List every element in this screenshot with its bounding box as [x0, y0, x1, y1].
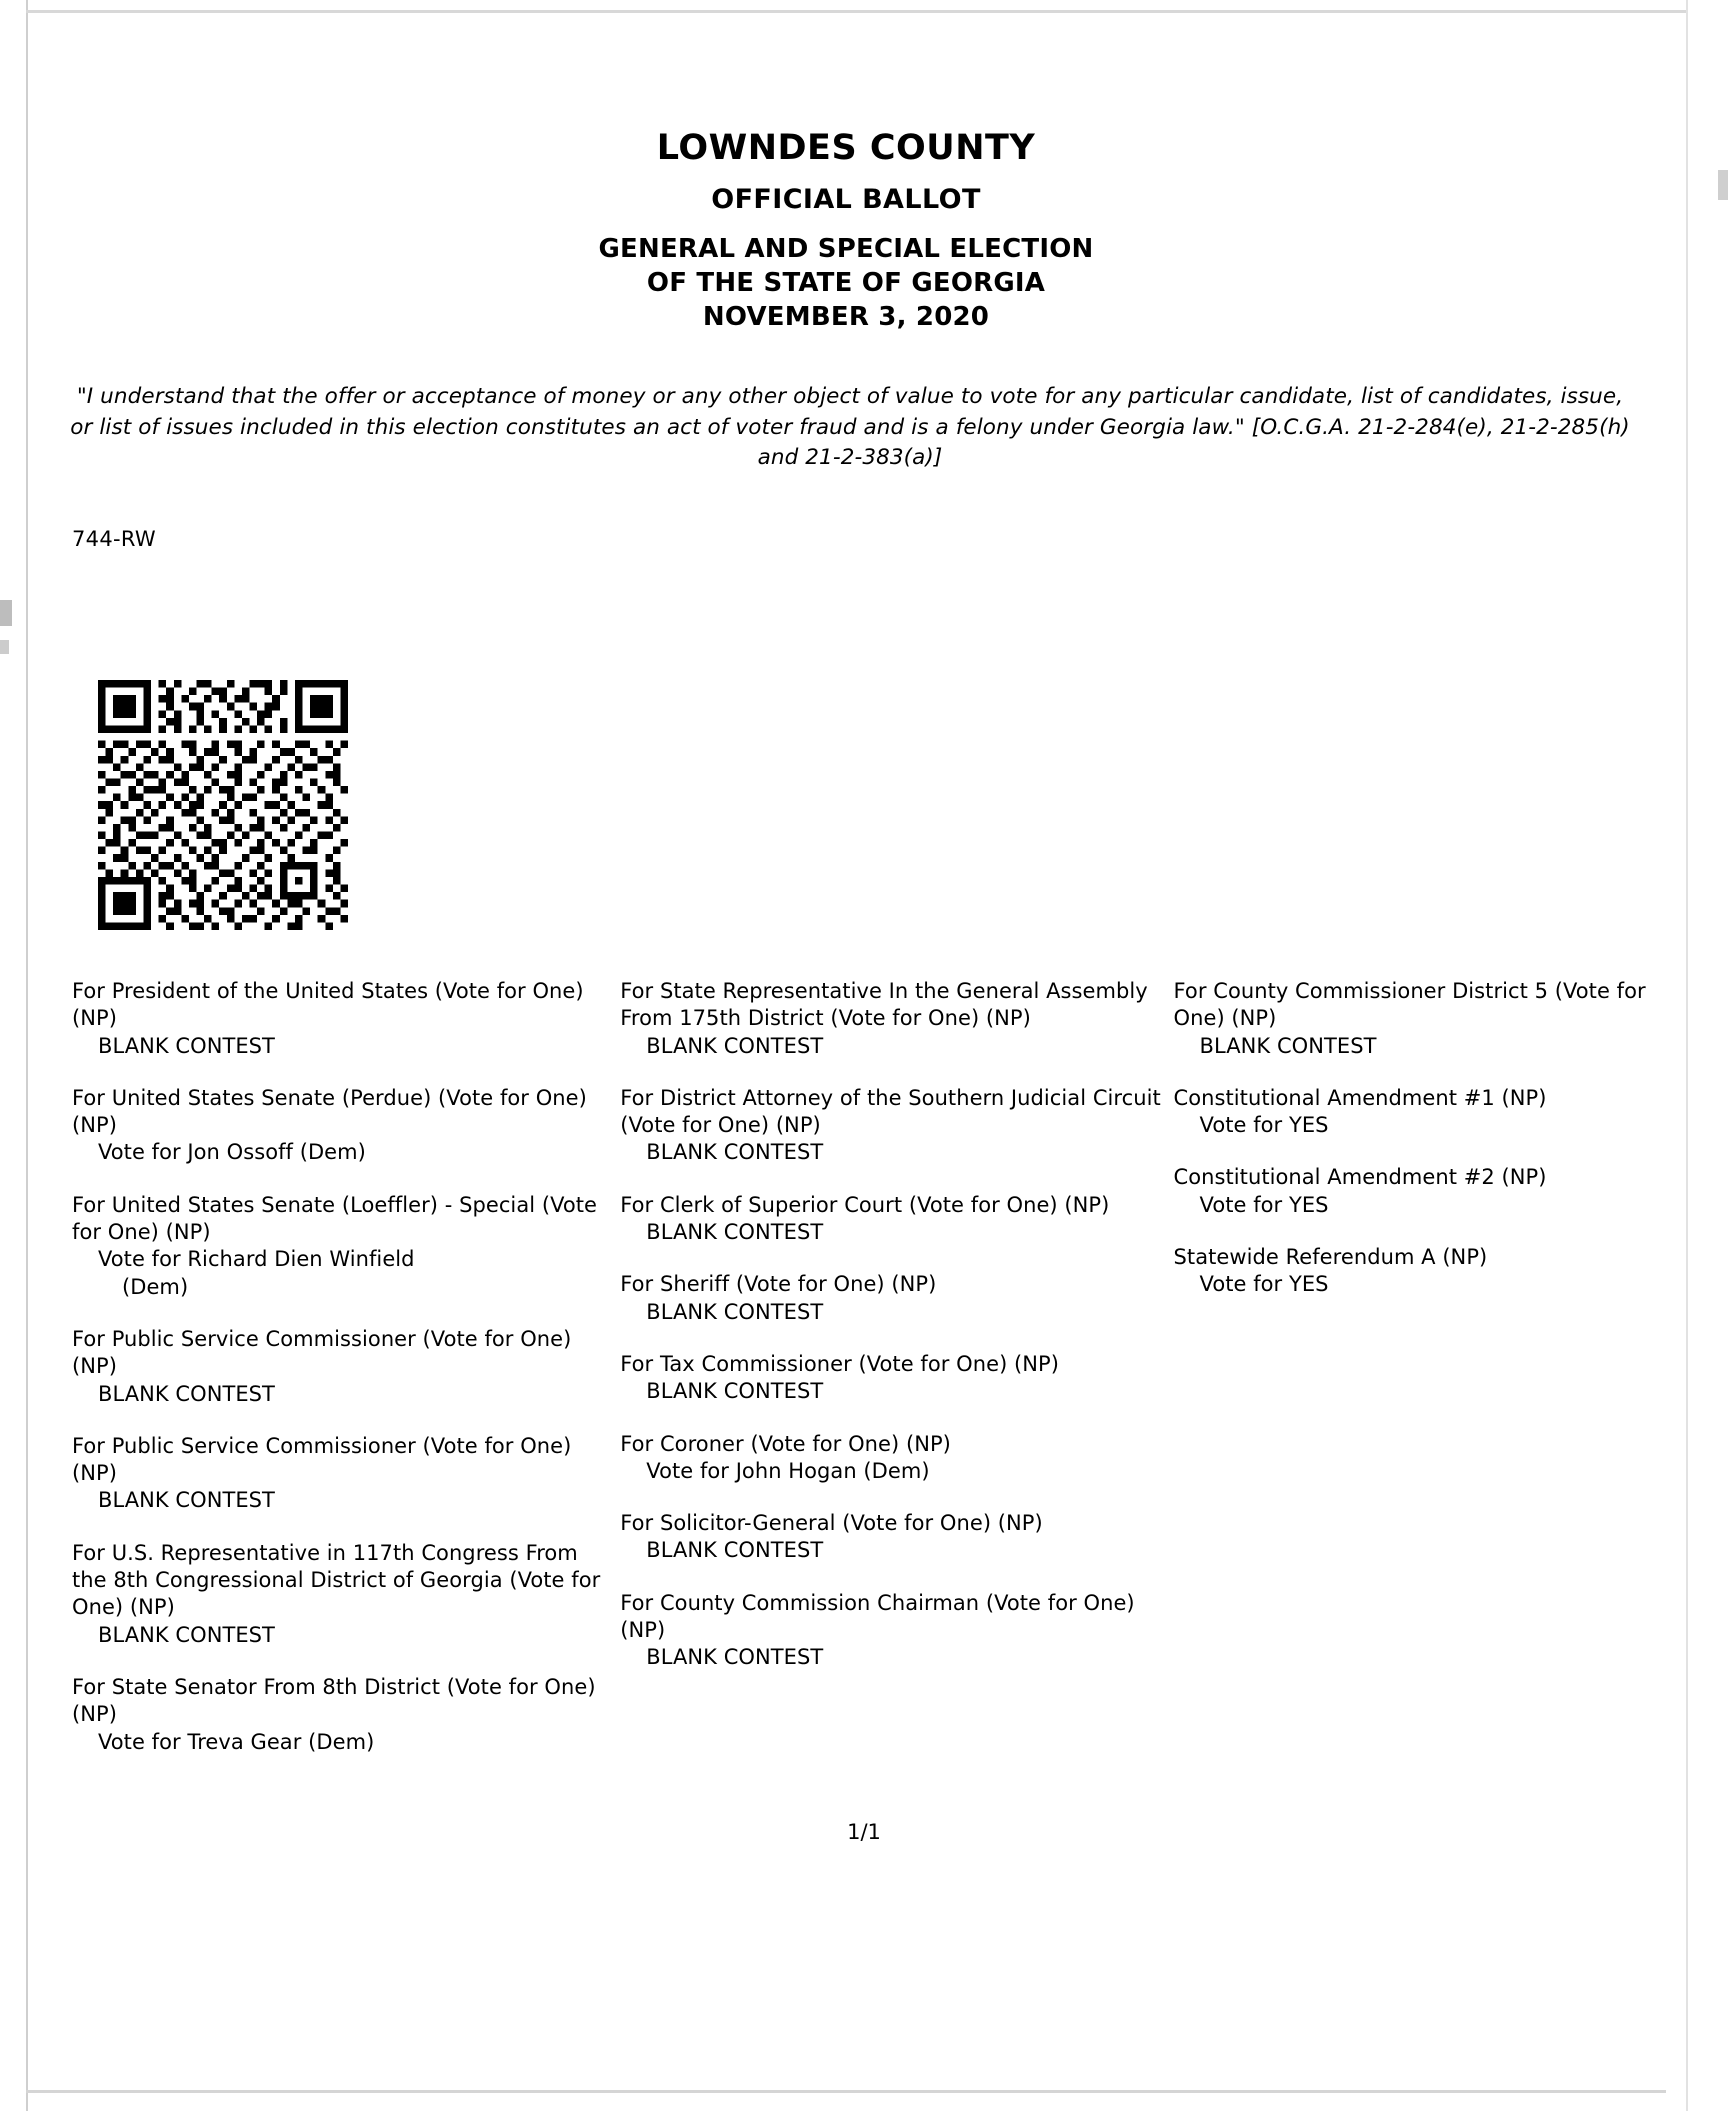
scan-artifact-right	[1718, 170, 1728, 200]
contest-title: For United States Senate (Perdue) (Vote for One) (NP)	[72, 1085, 587, 1138]
official-ballot-title: OFFICIAL BALLOT	[711, 184, 981, 215]
contest-title: For Sheriff (Vote for One) (NP)	[620, 1272, 937, 1297]
contest-title: Constitutional Amendment #1 (NP)	[1173, 1085, 1547, 1110]
contest-us-senate-loeffler-special	[72, 1192, 610, 1301]
election-title-line2: OF THE STATE OF GEORGIA	[646, 267, 1046, 298]
contest-choice: Vote for YES	[1199, 1272, 1329, 1297]
ballot-qr-code	[78, 680, 368, 930]
contest-choice: BLANK CONTEST	[646, 1645, 824, 1670]
contest-choice: Vote for Richard Dien Winfield	[98, 1247, 415, 1272]
contest-constitutional-amendment-2	[1174, 1164, 1652, 1219]
scan-artifact-left-upper	[0, 600, 12, 626]
contest-title: For County Commission Chairman (Vote for One) (NP)	[620, 1590, 1135, 1643]
contest-title: For Clerk of Superior Court (Vote for One) (NP)	[620, 1192, 1110, 1217]
contest-choice: BLANK CONTEST	[98, 1033, 275, 1058]
page-number: 1/1	[847, 1820, 881, 1844]
contest-solicitor-general	[620, 1510, 1163, 1565]
contest-choice: BLANK CONTEST	[646, 1220, 824, 1245]
contest-county-commission-chairman	[620, 1590, 1163, 1672]
contest-title: For Tax Commissioner (Vote for One) (NP)	[620, 1351, 1059, 1376]
contest-sheriff	[620, 1271, 1163, 1326]
contest-constitutional-amendment-1	[1174, 1085, 1652, 1140]
contest-choice: BLANK CONTEST	[1199, 1033, 1377, 1058]
contest-title: For State Representative In the General Assembly From 175th District (Vote for One) (NP)	[620, 979, 1148, 1031]
contest-title: For Public Service Commissioner (Vote for One) (NP)	[72, 1326, 572, 1379]
contest-choice: BLANK CONTEST	[98, 1381, 275, 1406]
contest-choice: Vote for Jon Ossoff (Dem)	[98, 1140, 366, 1165]
contest-statewide-referendum-a	[1174, 1244, 1652, 1299]
contest-choice: Vote for YES	[1199, 1113, 1329, 1138]
contest-title: Statewide Referendum A (NP)	[1173, 1245, 1488, 1270]
contest-title: For State Senator From 8th District (Vote for One) (NP)	[72, 1674, 596, 1727]
contest-public-service-commissioner-1	[72, 1326, 610, 1408]
contest-state-senator-8th-district	[72, 1674, 610, 1756]
scan-edge-right	[1686, 0, 1728, 2111]
contest-title: For Solicitor-General (Vote for One) (NP)	[620, 1511, 1043, 1536]
scan-edge-bottom	[26, 2090, 1666, 2093]
contest-choice: BLANK CONTEST	[646, 1379, 824, 1404]
contest-county-commissioner-district-5	[1174, 978, 1652, 1060]
contest-choice: BLANK CONTEST	[98, 1488, 275, 1513]
contest-choice-continued: (Dem)	[122, 1274, 189, 1299]
ballot-header	[26, 128, 1666, 334]
ballot-style-id: 744-RW	[72, 527, 156, 551]
contest-choice: BLANK CONTEST	[646, 1299, 824, 1324]
contest-title: For County Commissioner District 5 (Vote for One) (NP)	[1173, 979, 1646, 1031]
election-date: NOVEMBER 3, 2020	[702, 301, 990, 332]
contest-coroner	[620, 1431, 1163, 1486]
contest-choice: Vote for Treva Gear (Dem)	[98, 1729, 375, 1754]
contest-choice: BLANK CONTEST	[646, 1140, 824, 1165]
contest-choice: BLANK CONTEST	[646, 1033, 824, 1058]
election-title-line1: GENERAL AND SPECIAL ELECTION	[598, 234, 1094, 264]
contest-us-senate-perdue	[72, 1085, 610, 1167]
contest-public-service-commissioner-2	[72, 1433, 610, 1515]
contest-us-representative-8th-district	[72, 1540, 610, 1649]
contest-column-1	[72, 978, 620, 1781]
contest-column-2	[620, 978, 1173, 1781]
contest-title: Constitutional Amendment #2 (NP)	[1173, 1165, 1547, 1190]
contest-title: For President of the United States (Vote for One) (NP)	[72, 979, 584, 1031]
contest-choice: Vote for John Hogan (Dem)	[646, 1458, 930, 1483]
contest-column-3	[1174, 978, 1652, 1781]
contest-choice: BLANK CONTEST	[646, 1538, 824, 1563]
contest-tax-commissioner	[620, 1351, 1163, 1406]
contest-choice: BLANK CONTEST	[98, 1622, 275, 1647]
contests-area	[72, 978, 1652, 1781]
contest-title: For District Attorney of the Southern Judicial Circuit (Vote for One) (NP)	[620, 1085, 1161, 1138]
contest-choice: Vote for YES	[1199, 1192, 1329, 1217]
contest-title: For Public Service Commissioner (Vote for One) (NP)	[72, 1433, 572, 1486]
contest-title: For United States Senate (Loeffler) - Special (Vote for One) (NP)	[72, 1192, 598, 1245]
contest-state-representative-175th	[620, 978, 1163, 1060]
contest-title: For U.S. Representative in 117th Congress From the 8th Congressional District of Georgia (Vote for One) (NP)	[72, 1540, 601, 1620]
contest-clerk-of-superior-court	[620, 1192, 1163, 1247]
election-title	[26, 233, 1666, 334]
contest-president	[72, 978, 610, 1060]
contest-title: For Coroner (Vote for One) (NP)	[620, 1431, 951, 1456]
scan-edge-left	[0, 0, 28, 2111]
contest-district-attorney	[620, 1085, 1163, 1167]
scan-artifact-left-lower	[0, 640, 9, 654]
scan-edge-top	[26, 10, 1686, 13]
county-title: LOWNDES COUNTY	[656, 128, 1036, 168]
voter-oath-text: "I understand that the offer or acceptance of money or any other object of value to vote for any particular candidate, list of candidates, issue, or list of issues included in this election constitutes an act of voter fraud and is a felony under Georgia law." [O.C.G.A. 21-2-284(e), 21-2-285(h) and 21-2-383(a)]	[70, 384, 1630, 471]
